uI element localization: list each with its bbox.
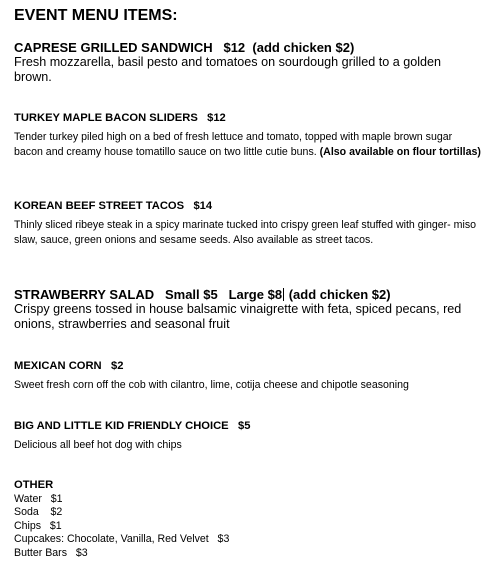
item-price-large: Large $8 <box>228 287 283 302</box>
item-description: Thinly sliced ribeye steak in a spicy marinate tucked into crispy green leaf stuffed with ginger- miso slaw, sauce, green onions and sesame seeds. Also available as street tacos. <box>14 219 477 246</box>
item-name: KOREAN BEEF STREET TACOS <box>14 200 185 212</box>
other-list <box>14 493 482 561</box>
menu-item-turkey-sliders <box>14 111 482 160</box>
other-heading: OTHER <box>14 479 54 491</box>
item-name: CAPRESE GRILLED SANDWICH <box>14 40 213 55</box>
other-item: Cupcakes: Chocolate, Vanilla, Red Velvet $3 <box>14 533 230 545</box>
item-addon: (add chicken $2) <box>252 40 355 55</box>
text-cursor <box>283 288 284 301</box>
menu-item-caprese <box>14 40 482 85</box>
menu-item-heading <box>14 359 482 373</box>
item-price: $5 <box>237 420 251 432</box>
item-price: $12 <box>207 112 226 124</box>
item-name: BIG AND LITTLE KID FRIENDLY CHOICE <box>14 420 229 432</box>
menu-item-heading <box>14 419 482 433</box>
other-section <box>14 479 482 560</box>
item-price: $12 <box>223 40 246 55</box>
item-price: $2 <box>110 360 124 372</box>
menu-item-korean-tacos <box>14 199 482 248</box>
item-name: TURKEY MAPLE BACON SLIDERS <box>14 112 198 124</box>
item-name: MEXICAN CORN <box>14 360 102 372</box>
item-name: STRAWBERRY SALAD <box>14 287 155 302</box>
item-price-small: Small $5 <box>164 287 218 302</box>
item-price: $14 <box>193 200 213 212</box>
item-note: (Also available on flour tortillas) <box>319 146 481 158</box>
item-description-text: Tender turkey piled high on a bed of fresh lettuce and tomato, topped with maple brown sugar bacon and creamy house tomatillo sauce on two little cutie buns. <box>14 131 453 158</box>
menu-item-heading <box>14 40 482 55</box>
menu-item-strawberry-salad <box>14 287 482 332</box>
menu-item-mexican-corn <box>14 359 482 393</box>
other-item: Soda $2 <box>14 506 63 518</box>
other-item: Chips $1 <box>14 519 62 532</box>
menu-item-heading <box>14 287 482 302</box>
menu-item-kid-choice <box>14 419 482 453</box>
other-item: Water $1 <box>14 492 63 505</box>
item-description <box>14 130 482 160</box>
item-description: Fresh mozzarella, basil pesto and tomatoes on sourdough grilled to a golden brown. <box>14 55 442 84</box>
item-description: Crispy greens tossed in house balsamic vinaigrette with feta, spiced pecans, red onions, strawberries and seasonal fruit <box>14 302 462 331</box>
menu-item-heading <box>14 199 482 213</box>
item-description: Sweet fresh corn off the cob with cilantro, lime, cotija cheese and chipotle seasoning <box>14 379 409 391</box>
page-title: EVENT MENU ITEMS: <box>14 7 178 24</box>
menu-item-heading <box>14 111 482 125</box>
item-addon: (add chicken $2) <box>288 287 391 302</box>
item-description: Delicious all beef hot dog with chips <box>14 439 182 451</box>
other-item: Butter Bars $3 <box>14 546 88 559</box>
